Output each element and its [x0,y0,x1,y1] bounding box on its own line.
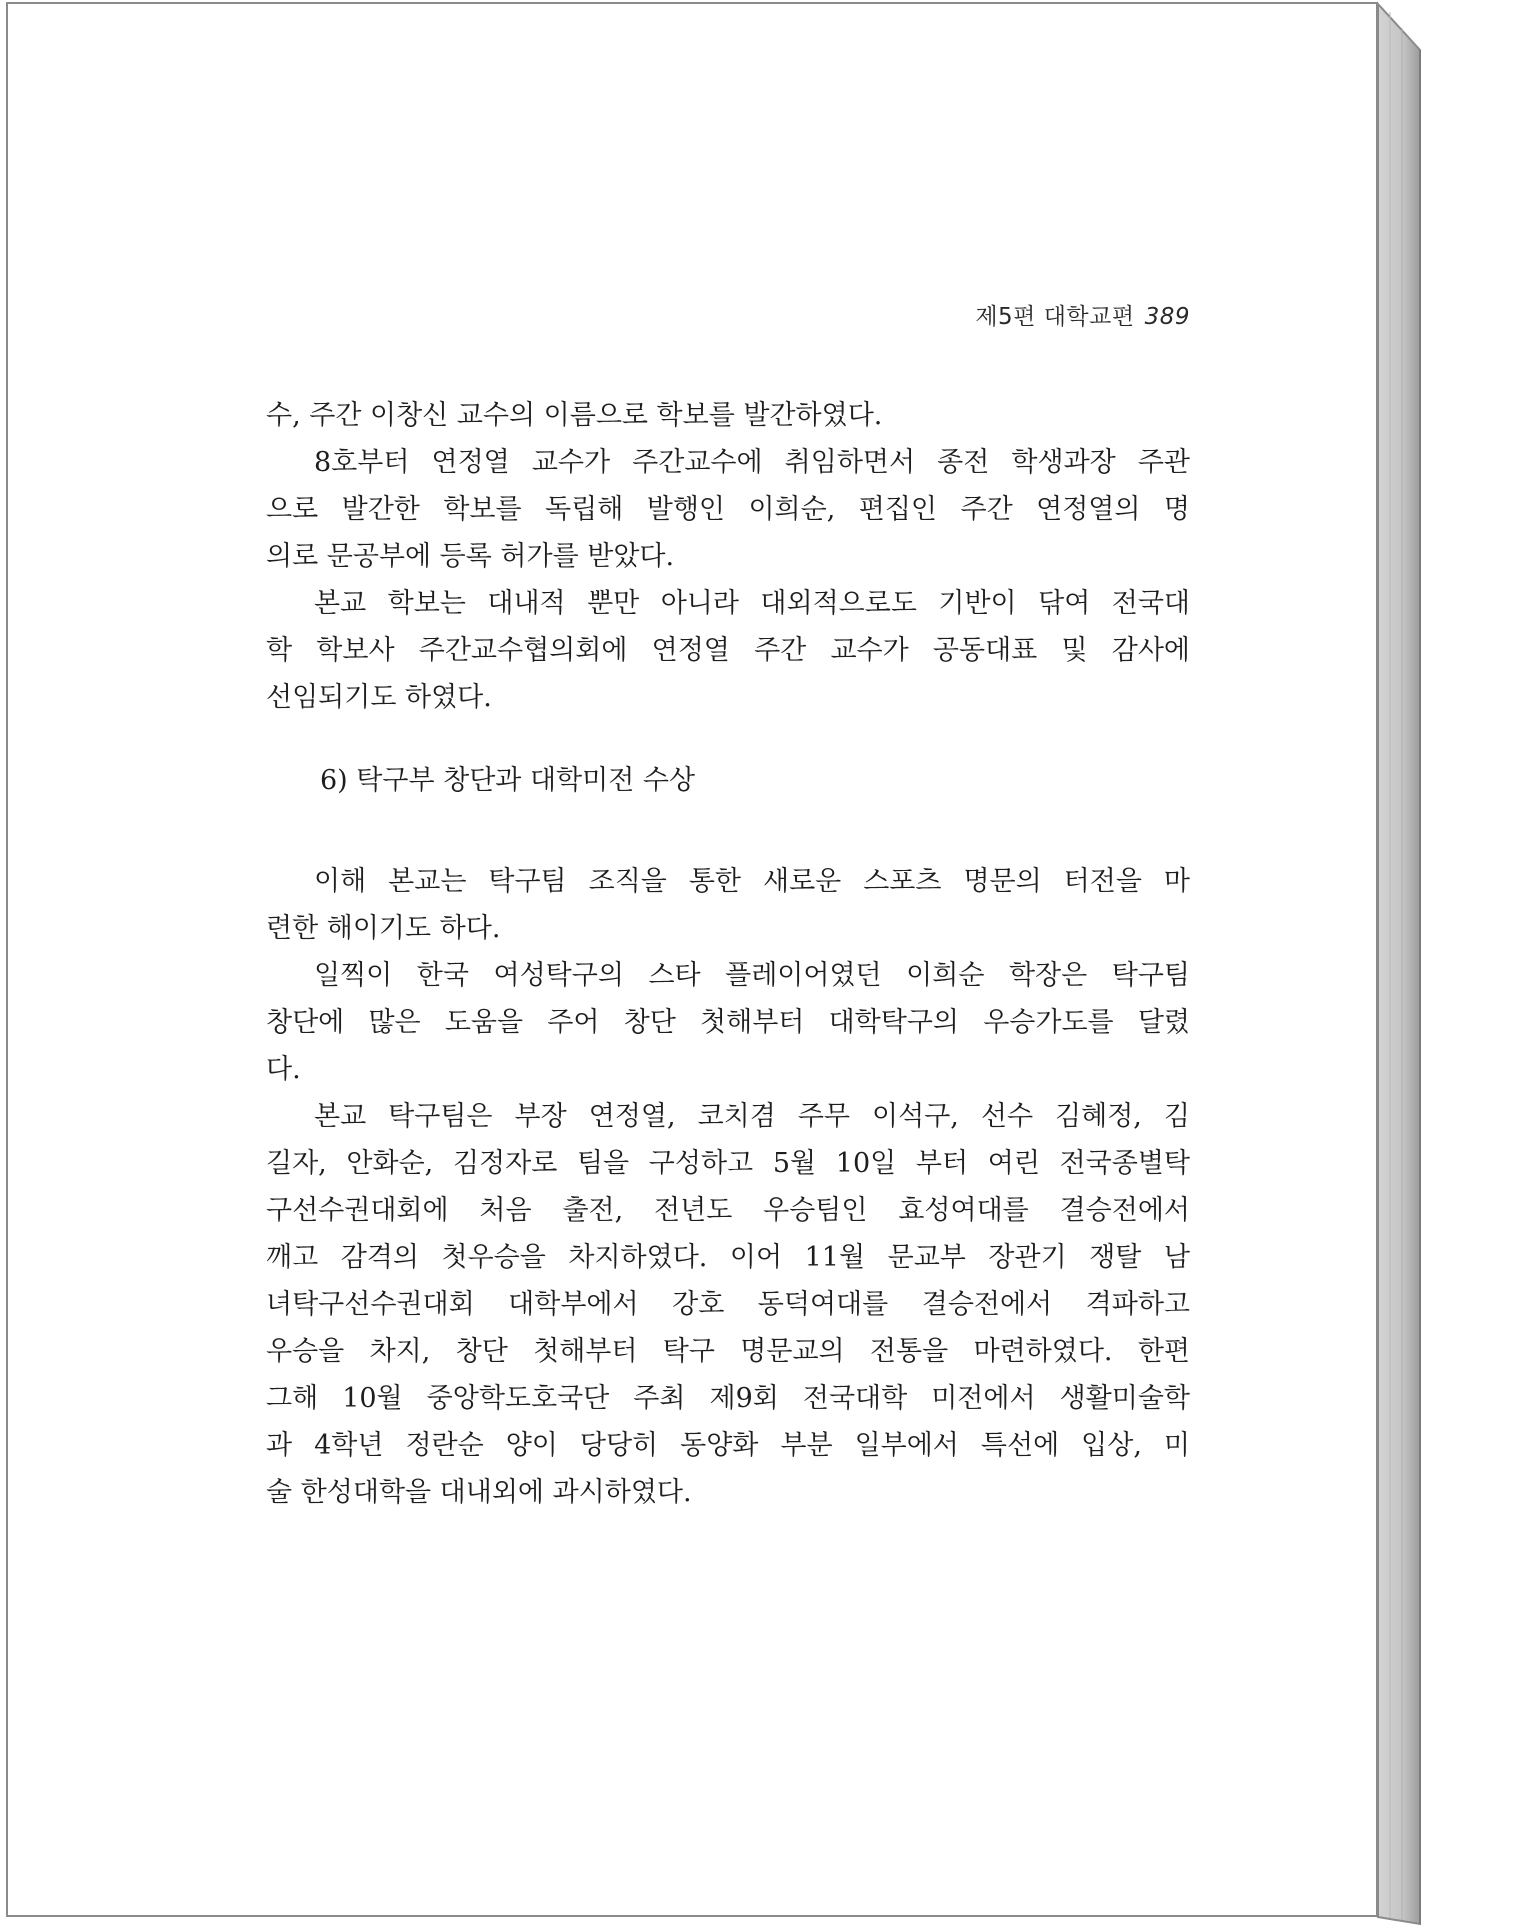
running-head [975,298,1190,331]
spacer [266,721,1190,757]
text-line: 련한 해이기도 하다. [266,913,501,944]
text-line: 8호부터 연정열 교수가 주간교수에 취임하면서 종전 학생과장 주관 [314,447,1190,478]
text-line: 깨고 감격의 첫우승을 차지하였다. 이어 11월 문교부 장관기 쟁탈 남 [266,1242,1190,1273]
page-number: 389 [1144,304,1190,330]
text-line: 그해 10월 중앙학도호국단 주최 제9회 전국대학 미전에서 생활미술학 [266,1383,1190,1414]
spacer [266,804,1190,858]
body-text [266,392,1190,1516]
text-line: 학 학보사 주간교수협의회에 연정열 주간 교수가 공동대표 및 감사에 [266,635,1190,666]
text-line: 구선수권대회에 처음 출전, 전년도 우승팀인 효성여대를 결승전에서 [266,1195,1190,1226]
text-line: 과 4학년 정란순 양이 당당히 동양화 부분 일부에서 특선에 입상, 미 [266,1430,1190,1461]
text-line: 선임되기도 하였다. [266,682,492,713]
section-heading: 6) 탁구부 창단과 대학미전 수상 [320,765,696,796]
text-line: 수, 주간 이창신 교수의 이름으로 학보를 발간하였다. [266,400,883,431]
text-line: 이해 본교는 탁구팀 조직을 통한 새로운 스포츠 명문의 터전을 마 [314,866,1190,897]
text-line: 일찍이 한국 여성탁구의 스타 플레이어였던 이희순 학장은 탁구팀 [314,960,1190,991]
text-line: 으로 발간한 학보를 독립해 발행인 이희순, 편집인 주간 연정열의 명 [266,494,1190,525]
text-line: 길자, 안화순, 김정자로 팀을 구성하고 5월 10일 부터 여린 전국종별탁 [266,1148,1190,1179]
text-line: 창단에 많은 도움을 주어 창단 첫해부터 대학탁구의 우승가도를 달렸 [266,1007,1190,1038]
running-head-section: 제5편 대학교편 [975,304,1135,330]
text-line: 본교 학보는 대내적 뿐만 아니라 대외적으로도 기반이 닦여 전국대 [314,588,1190,619]
text-line: 우승을 차지, 창단 첫해부터 탁구 명문교의 전통을 마련하였다. 한편 [266,1336,1190,1367]
text-line: 의로 문공부에 등록 허가를 받았다. [266,541,675,572]
text-line: 술 한성대학을 대내외에 과시하였다. [266,1477,692,1508]
text-line: 본교 탁구팀은 부장 연정열, 코치겸 주무 이석구, 선수 김혜정, 김 [314,1101,1190,1132]
text-line: 녀탁구선수권대회 대학부에서 강호 동덕여대를 결승전에서 격파하고 [266,1289,1190,1320]
text-line: 다. [266,1054,301,1085]
